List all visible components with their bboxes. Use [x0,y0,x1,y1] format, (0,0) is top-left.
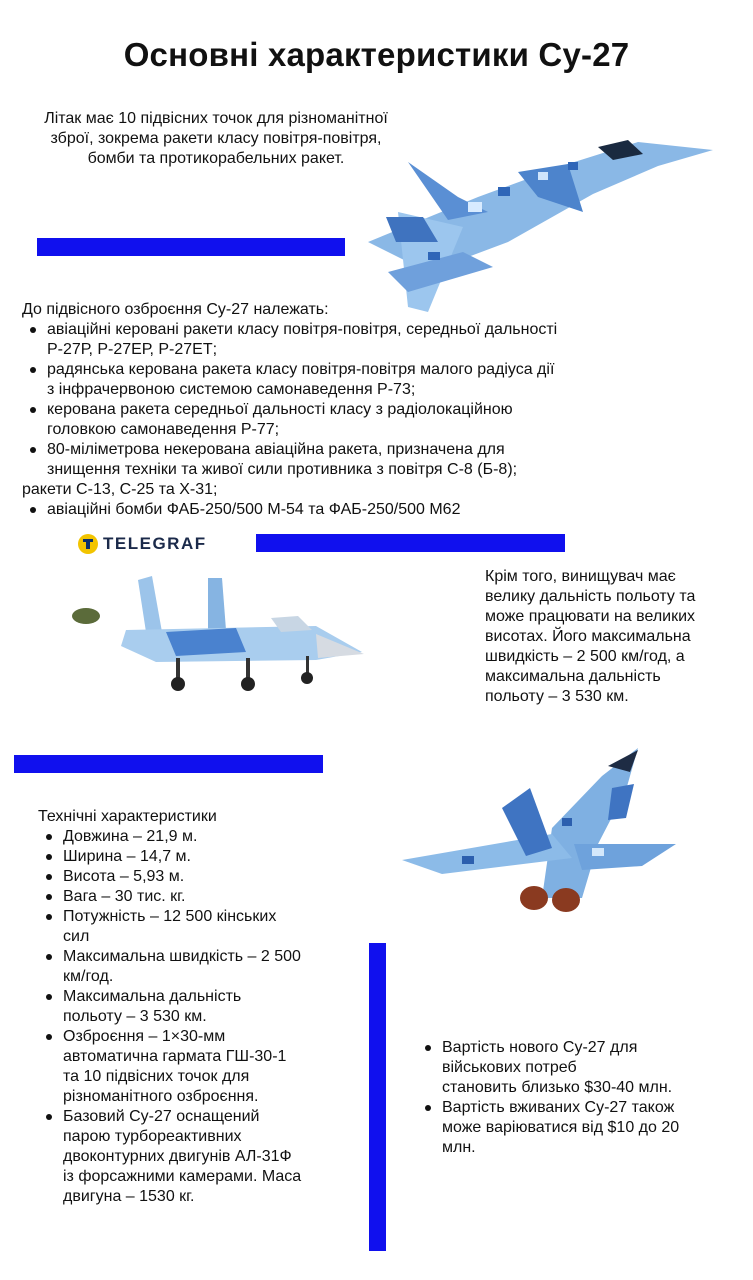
accent-bar [14,755,323,773]
armament-section [22,300,632,520]
page-title: Основні характеристики Су-27 [123,36,630,73]
intro-line: зброї, зокрема ракети класу повітря-повітря, [50,130,382,147]
accent-bar-vertical [369,943,386,1251]
list-item: Максимальна швидкість – 2 500 км/год. [38,947,343,987]
list-item: Максимальна дальність польоту – 3 530 км. [38,987,343,1027]
telegraf-logo-icon [78,534,98,554]
su27-climbing-image [402,748,678,916]
armament-heading: До підвісного озброєння Су-27 належать: [22,301,329,318]
armament-list [22,320,632,480]
list-item: Озброєння – 1×30-мм автоматична гармата ГШ-30-1 та 10 підвісних точок для різноманітного озброєння. [38,1027,343,1107]
specs-section [38,807,343,1207]
telegraf-logo [78,534,207,554]
list-item: Потужність – 12 500 кінських сил [38,907,343,947]
intro-line: Літак має 10 підвісних точок для різноманітної [44,110,388,127]
specs-heading: Технічні характеристики [38,808,217,825]
logo-text: TELEGRAF [103,534,207,553]
specs-list [38,827,343,1207]
list-item: радянська керована ракета класу повітря-повітря малого радіуса дії з інфрачервоною системою самонаведення Р-73; [22,360,632,400]
cost-list [417,1038,737,1158]
list-item: Ширина – 14,7 м. [38,847,343,867]
list-item: Довжина – 21,9 м. [38,827,343,847]
list-item: керована ракета середньої дальності класу з радіолокаційною головкою самонаведення Р-77; [22,400,632,440]
list-item: авіаційні бомби ФАБ-250/500 М-54 та ФАБ-250/500 М62 [22,500,632,520]
list-item: Висота – 5,93 м. [38,867,343,887]
su27-digital-camo-image [368,102,716,312]
cost-section [417,1038,737,1158]
list-item: Вартість вживаних Су-27 також може варіюватися від $10 до 20 млн. [417,1098,737,1158]
intro-paragraph [20,109,412,169]
armament-list-2 [22,500,632,520]
list-item: Вага – 30 тис. кг. [38,887,343,907]
accent-bar [256,534,565,552]
accent-bar [37,238,345,256]
armament-plain-line: ракети С-13, С-25 та Х-31; [22,481,218,498]
intro-line: бомби та протикорабельних ракет. [87,150,345,167]
list-item: Вартість нового Су-27 для військових потреб становить близько $30-40 млн. [417,1038,737,1098]
list-item: 80-міліметрова некерована авіаційна ракета, призначена для знищення техніки та живої сили противника з повітря С-8 (Б-8); [22,440,632,480]
list-item: авіаційні керовані ракети класу повітря-повітря, середньої дальності Р-27Р, Р-27ЕР, Р-27ЕТ; [22,320,632,360]
performance-paragraph: Крім того, винищувач має велику дальність польоту та може працювати на великих висотах. Його максимальна швидкість – 2 500 км/год, а максимальна дальність польоту – 3 530 км. [485,568,696,705]
list-item: Базовий Су-27 оснащений парою турбореактивних двоконтурних двигунів АЛ-31Ф із форсажними камерами. Маса двигуна – 1530 кг. [38,1107,343,1207]
su27-side-view-image [66,572,366,694]
